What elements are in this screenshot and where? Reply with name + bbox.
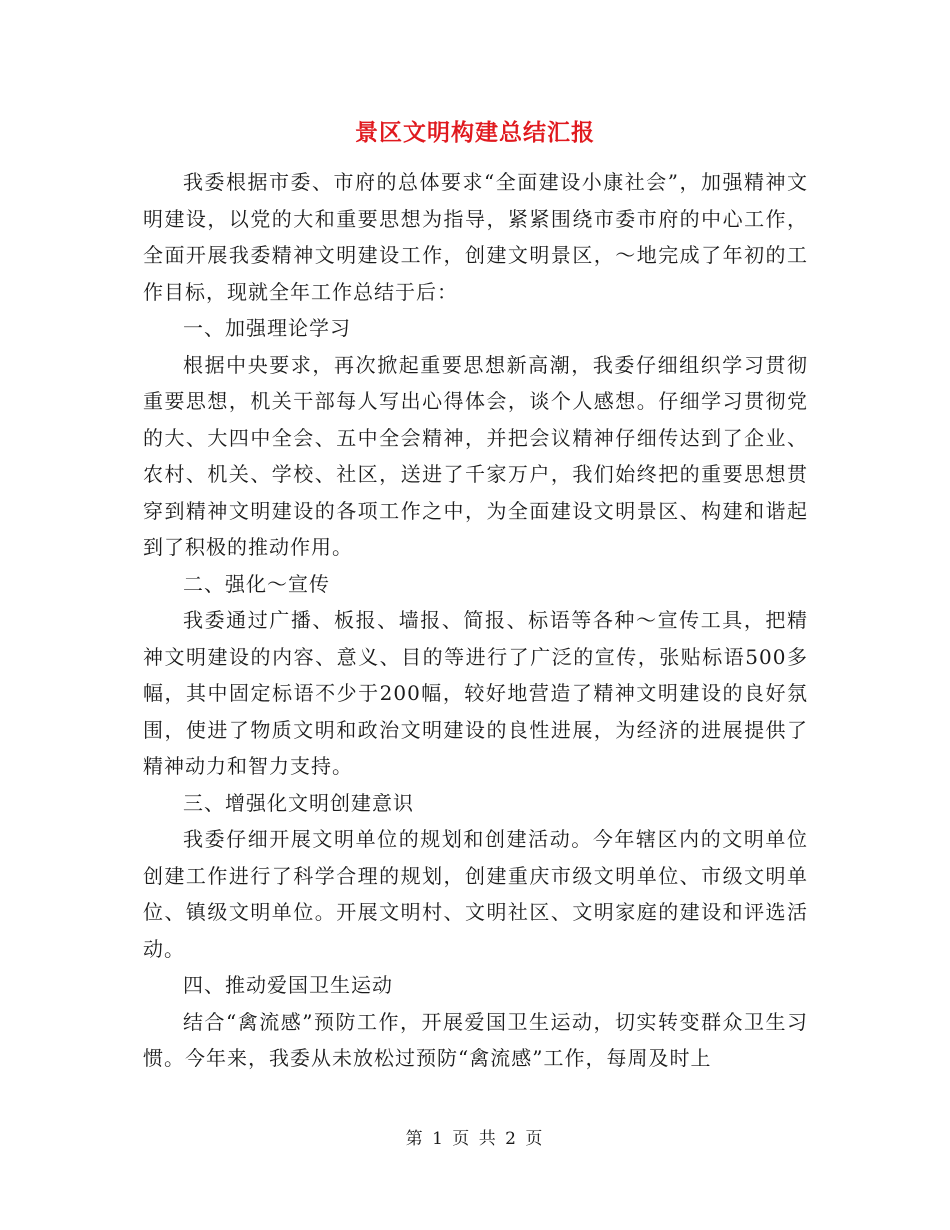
document-body [143, 164, 808, 1077]
intro-paragraph: 我委根据市委、市府的总体要求“全面建设小康社会”，加强精神文明建设，以党的大和重要思想为指导，紧紧围绕市委市府的中心工作，全面开展我委精神文明建设工作，创建文明景区，～地完成了年初的工作目标，现就全年工作总结于后： [143, 170, 808, 304]
section-heading-3: 三、增强化文明创建意识 [183, 790, 414, 815]
section-paragraph-2: 我委通过广播、板报、墙报、简报、标语等各种～宣传工具，把精神文明建设的内容、意义、目的等进行了广泛的宣传，张贴标语500多幅，其中固定标语不少于200幅，较好地营造了精神文明建设的良好氛围，使进了物质文明和政治文明建设的良性进展，为经济的进展提供了精神动力和智力支持。 [143, 608, 808, 778]
section-paragraph-3: 我委仔细开展文明单位的规划和创建活动。今年辖区内的文明单位创建工作进行了科学合理的规划，创建重庆市级文明单位、市级文明单位、镇级文明单位。开展文明村、文明社区、文明家庭的建设和评选活动。 [143, 827, 808, 961]
section-paragraph-4: 结合“禽流感”预防工作，开展爱国卫生运动，切实转变群众卫生习惯。今年来，我委从未放松过预防“禽流感”工作，每周及时上 [143, 1009, 808, 1070]
section-heading-4: 四、推动爱国卫生运动 [183, 973, 393, 997]
section-paragraph-1: 根据中央要求，再次掀起重要思想新高潮，我委仔细组织学习贯彻重要思想，机关干部每人写出心得体会，谈个人感想。仔细学习贯彻党的大、大四中全会、五中全会精神，并把会议精神仔细传达到了企业、农村、机关、学校、社区，送进了千家万户，我们始终把的重要思想贯穿到精神文明建设的各项工作之中，为全面建设文明景区、构建和谐起到了积极的推动作用。 [143, 352, 808, 559]
page-number-footer: 第 1 页 共 2 页 [405, 1129, 545, 1149]
section-heading-1: 一、加强理论学习 [183, 316, 351, 340]
document-title: 景区文明构建总结汇报 [355, 119, 595, 146]
section-heading-2: 二、强化～宣传 [183, 571, 330, 596]
